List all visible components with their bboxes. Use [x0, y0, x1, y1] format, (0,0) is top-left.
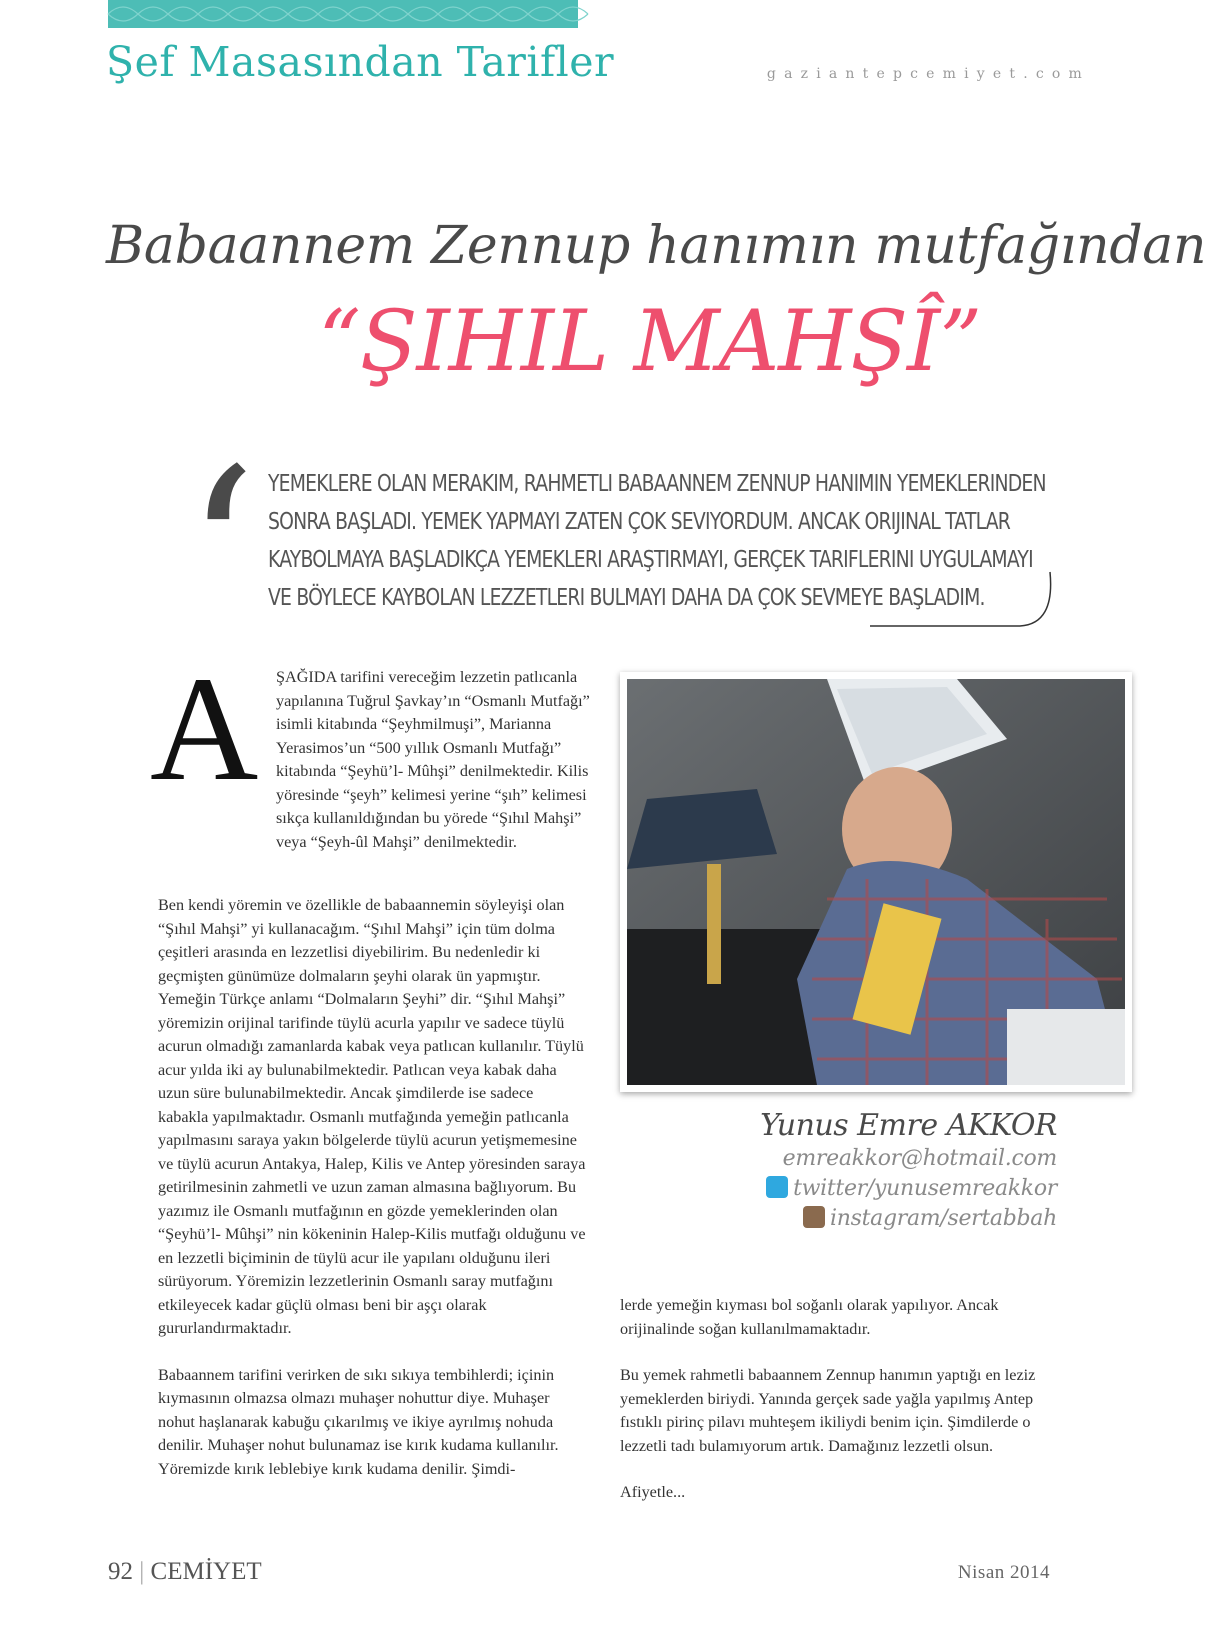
footer-separator: |	[139, 1558, 151, 1585]
intro-indented-block	[158, 666, 598, 851]
author-photo	[620, 672, 1132, 1092]
header-pattern-band	[108, 0, 578, 28]
intro-text: ŞAĞIDA tarifini vereceğim lezzetin patlıcanla yapılanına Tuğrul Şavkay’ın “Osmanlı Mutfağı” isimli kitabında “Şeyhmilmuşi”, Marianna Yerasimos’un “500 yıllık Osmanlı Mutfağı” kitabında “Şeyhü’l- Mûhşi” denilmektedir. Kilis yöresinde “şeyh” kelimesi yerine “şıh” kelimesi sıkça kullanıldığından bu yörede “Şıhıl Mahşi” veya “Şeyh-ûl Mahşi” denilmektedir.	[276, 668, 590, 851]
footer-page-info	[108, 1558, 262, 1586]
right-column	[620, 1294, 1052, 1528]
drop-cap: A	[150, 646, 259, 812]
author-instagram[interactable]	[803, 1206, 1057, 1231]
issue-date: Nisan 2014	[957, 1562, 1050, 1583]
author-twitter[interactable]	[766, 1176, 1057, 1201]
magazine-name: CEMİYET	[150, 1558, 262, 1585]
quote-mark-icon: ‘	[184, 421, 258, 688]
body-paragraph: Babaannem tarifini verirken de sıkı sıkıya tembihlerdi; içinin kıymasının olmazsa olmazı muhaşer nohuttur diye. Muhaşer nohut haşlanarak kabuğu çıkarılmış ve ikiye ayrılmış nohuda denilir. Muhaşer nohut bulunamaz ise kırık kudama kullanılır. Yöremizde kırık leblebiye kırık kudama denilir. Şimdi-	[158, 1365, 559, 1478]
left-column	[158, 894, 586, 1504]
page-number: 92	[108, 1558, 133, 1585]
body-paragraph: Afiyetle...	[620, 1483, 686, 1501]
quote-underline-curve	[870, 570, 1060, 630]
author-email[interactable]: emreakkor@hotmail.com	[782, 1146, 1057, 1171]
section-title: Şef Masasından Tarifler	[106, 38, 615, 86]
body-paragraph: lerde yemeğin kıyması bol soğanlı olarak yapılıyor. Ancak orijinalinde soğan kullanılmamaktadır.	[620, 1296, 999, 1338]
headline-title: “ŞIHIL MAHŞÎ”	[318, 292, 982, 390]
instagram-icon	[803, 1206, 825, 1228]
twitter-handle: twitter/yunusemreakkor	[793, 1176, 1057, 1201]
headline-subtitle: Babaannem Zennup hanımın mutfağından	[106, 216, 1206, 276]
body-paragraph: Ben kendi yöremin ve özellikle de babaannemin söyleyişi olan “Şıhıl Mahşi” yi kullanacağım. “Şıhıl Mahşi” için tüm dolma çeşitleri arasında en lezzetlisi diyebilirim. Bu nedenledir ki geçmişten günümüze dolmaların şeyhi olarak ün yapmıştır. Yemeğin Türkçe anlamı “Dolmaların Şeyhi” dir. “Şıhıl Mahşi” yöremizin orijinal tarifinde tüylü acurla yapılır ve sadece tüylü acurun olmadığı zamanlarda kabak veya patlıcan kullanılır. Tüylü acur yılda iki ay bulunabilmektedir. Patlıcan veya kabak daha uzun süre bulunabilmektedir. Ancak şimdilerde ise sadece kabakla yapılmaktadır. Osmanlı mutfağında yemeğin patlıcanla yapılmasını saraya yakın bölgelerde tüylü acurun yetişmemesine ve tüylü acurun Antakya, Halep, Kilis ve Antep yöresinden saraya getirilmesinin zahmetli ve uzun zaman almasına bağlıyorum. Bu yazımız ile Osmanlı mutfağının en gözde yemeklerinden olan “Şeyhü’l- Mûhşi” nin kökeninin Halep-Kilis mutfağı olduğunu ve en lezzetli biçiminin de tüylü acur ile yapılanı olduğunu ileri sürüyorum. Yöremizin lezzetlerinin Osmanlı saray mutfağını etkileyecek kadar güçlü olması beni bir aşçı olarak gururlandırmaktadır.	[158, 896, 586, 1337]
intro-paragraph	[158, 666, 598, 851]
author-name: Yunus Emre AKKOR	[760, 1108, 1057, 1143]
instagram-handle: instagram/sertabbah	[830, 1206, 1057, 1231]
site-url: gaziantepcemiyet.com	[766, 66, 1090, 82]
pull-quote: YEMEKLERE OLAN MERAKIM, RAHMETLI BABAANNEM ZENNUP HANIMIN YEMEKLERINDEN SONRA BAŞLADI. YEMEK YAPMAYI ZATEN ÇOK SEVIYORDUM. ANCAK ORIJINAL TATLAR KAYBOLMAYA BAŞLADIKÇA YEMEKLERI ARAŞTIRMAYI, GERÇEK TARIFLERINI UYGULAMAYI VE BÖYLECE KAYBOLAN LEZZETLERI BULMAYI DAHA DA ÇOK SEVMEYE BAŞLADIM.	[268, 469, 1046, 611]
twitter-icon	[766, 1176, 788, 1198]
body-paragraph: Bu yemek rahmetli babaannem Zennup hanımın yaptığı en leziz yemeklerden biriydi. Yanında gerçek sade yağla yapılmış Antep fıstıklı pirinç pilavı muhteşem ikiliydi benim için. Şimdilerde o lezzetli tadı bulamıyorum artık. Damağınız lezzetli olsun.	[620, 1366, 1036, 1455]
